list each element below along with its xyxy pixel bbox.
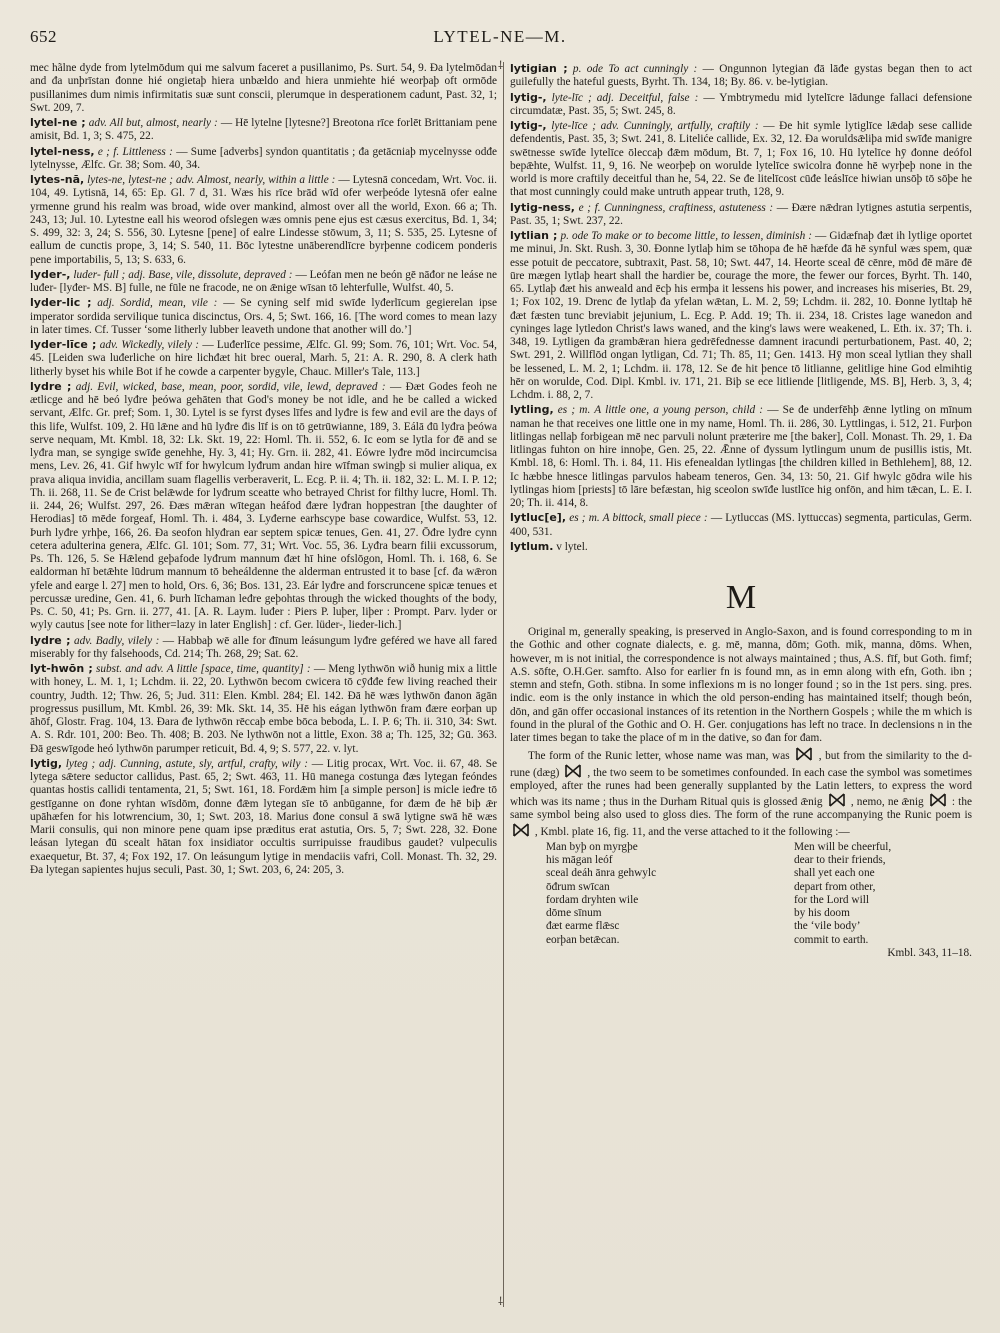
- rune-text-b: , but from the similarity to the d-rune (dæg): [510, 750, 972, 779]
- right-column-entries: [510, 62, 972, 554]
- entry-definition: adj. Evil, wicked, base, mean, poor, sordid, vile, lewd, depraved :: [75, 380, 386, 393]
- poem-line-old-english: đæt earme flǣsc: [546, 920, 620, 933]
- entry-headword: lytluc[e],: [510, 511, 567, 525]
- entry-body: — Sume [adverbs] syndon quantitatis ; đa getācniaþ mycelnysse odđe lytelnysse, Ælfc. Gr. 38; Som. 40, 34.: [30, 145, 497, 171]
- entry-definition: adv. Wickedly, vilely :: [99, 339, 200, 351]
- poem-line-old-english: ōđrum swīcan: [546, 880, 610, 893]
- right-column: [510, 62, 972, 1317]
- entry-body: — Meng lythwōn wið hunig mix a little with honey, L. M. 1, 1; Lchdm. ii. 22, 20. Lythwōn becom cwicera tō cȳđđe few living reached their country, Judth. 12; Thw. 26, 5; Jud. 311: Elen. Kmbl. 284; El. 142. Đā hē wæs lythwōn đanon āgān progressus pusillum, Mt. Kmbl. 26, 39: Mk. Skt. 14, 35. Hē his eágan lythwōn fram đære eorþan up āhōf, Glostr. Frag. 104, 13. Đara đe lythwōn rēccaþ embe bōca beboda, L. I. P. 6; Th. ii. 310, 34: Swt. A. S. Rdr. 101, 200: Beo. Th. 408; B. 203. Ne lythwōn not a little, Exon. 38 a; Th. 125, 32; Gū. 363. Đā geswīgode heó lythwōn parumper reticuit, Bd. 4, 9; S. 577, 22. v. lyt.: [30, 663, 497, 755]
- poem-line: [546, 854, 972, 867]
- entry-headword: lyder-līce ;: [30, 338, 97, 351]
- dictionary-entry: [30, 662, 497, 756]
- entry-headword: lytigian ;: [510, 62, 568, 75]
- entry-definition: p. ode To act cunningly :: [572, 63, 698, 75]
- dictionary-entry: [30, 634, 497, 662]
- entry-headword: lyder-,: [30, 267, 71, 281]
- entry-definition: lytes-ne, lytest-ne ; adv. Almost, nearly, within a little :: [87, 174, 336, 186]
- poem-line: [546, 907, 972, 920]
- dictionary-entry: [30, 145, 497, 173]
- entry-headword: lytlian ;: [510, 229, 558, 242]
- dictionary-entry: [30, 268, 497, 296]
- poem-line-old-english: eorþan betǣcan.: [546, 933, 620, 946]
- entry-body: v lytel.: [556, 540, 588, 553]
- poem-line: [546, 894, 972, 907]
- poem-line: [546, 867, 972, 880]
- entry-definition: adj. Sordid, mean, vile :: [97, 297, 218, 310]
- entry-definition: p. ode To make or to become little, to lessen, diminish :: [560, 230, 813, 242]
- poem-line-translation: commit to earth.: [794, 933, 869, 946]
- poem-line-translation: dear to their friends,: [794, 854, 886, 866]
- man-rune-icon-4: [512, 823, 530, 837]
- poem-line: [546, 920, 972, 933]
- entry-headword: lyder-lic ;: [30, 296, 92, 310]
- poem-line-translation: by his doom: [794, 907, 850, 919]
- poem-line-translation: shall yet each one: [794, 867, 875, 880]
- letter-m-intro-paragraph: Original m, generally speaking, is preserved in Anglo-Saxon, and is found corresponding to m in the Gothic and other cognate dialects, e. g. mē, manna, dōm; Goth. mik, manna, dōms. When, however, m is not initial, the correspondence is not always maintained ; thus, A.S. fīf, but Goth. fimf; A.S. sōfte, O.H.Ger. samfto. Also for earlier fn is found mn, as in emn along with efn, Goth. ibn ; stemn and stefn, Goth. stibna. In some inflexions m is no longer found ; so in the 1st pers. sing. pres. indic. eom is the only instance in which the old person-ending has maintained itself; though beón, dōn, and gān offer occasional instances of its retention in the Northern Gospels ; while the m which is found in the plural of the Gothic and O. H. Ger. conjugations has left no trace. In declensions n in the later times began to take the place of m in the dative, so đan for đam.: [510, 626, 972, 744]
- entry-body: — Habbaþ wē alle for đīnum leásungum lyđre geféred we have all fared miserably for thy falsehoods, Cd. 214; Th. 268, 29; Sat. 62.: [30, 634, 497, 660]
- poem-line: [546, 881, 972, 894]
- divider-ornament-bottom-icon: ⸸: [498, 1296, 504, 1308]
- entry-headword: lydre ;: [30, 379, 72, 393]
- dictionary-entry: [30, 380, 497, 633]
- poem-line-old-english: sceal deáh ānra gehwylc: [546, 867, 657, 880]
- dictionary-entry: [30, 338, 497, 379]
- entry-body: — Ymbtrymedu mid lytelīcre lādunge fallaci defensione circumdatæ, Past. 35, 5; Swt. 245, 8.: [510, 91, 972, 117]
- entry-headword: lytig-ness,: [510, 200, 575, 214]
- man-rune-icon: [795, 747, 813, 761]
- entry-definition: subst. and adv. A little [space, time, quantity] :: [95, 663, 311, 675]
- entry-body: — Hē lytelne [lytesne?] Breotona rīce forlēt Brittaniam pene amisit, Bd. 1, 3; S. 475, 22.: [30, 117, 497, 143]
- dictionary-entry: [30, 116, 497, 144]
- rune-paragraph: [510, 747, 972, 839]
- entry-body: — Leófan men ne beón gē nāđor ne leáse ne luđer- [lyđer- MS. B] fulle, ne fūle ne fracode, ne on ǣnige wīsan tō lehterfulle, Wulfst. 40, 5.: [30, 268, 497, 294]
- runic-poem: [546, 841, 972, 947]
- dictionary-entry: [30, 62, 497, 115]
- divider-ornament-top-icon: ⸸: [498, 60, 504, 72]
- poem-citation: Kmbl. 343, 11–18.: [887, 946, 972, 959]
- entry-headword: lytig-,: [510, 119, 547, 132]
- entry-definition: e ; f. Littleness :: [97, 145, 173, 158]
- dictionary-entry: [510, 540, 972, 554]
- entry-body: — Ongunnon lytegian đā lāđe gystas began then to act guilefully the hateful guests, Byrht. Th. 134, 18; By. 86. v. be-lytigian.: [510, 63, 972, 89]
- page-header: [30, 27, 970, 54]
- rune-text-a: The form of the Runic letter, whose name was man, was: [528, 750, 790, 763]
- dictionary-entry: [510, 62, 972, 90]
- poem-line-translation: Men will be cheerful,: [794, 840, 892, 853]
- entry-headword: lytling,: [510, 403, 554, 417]
- entry-body: — Gidæfnaþ đæt ih lytlige oportet me minui, Jn. Skt. Rush. 3, 30. Đonne lytlaþ him se tōhopa đe hē hæfde đā hē synful wæs spem, quæ esse potuit de peccatore, subtraxit, Past. 58, 10; Swt. 447, 14. Heorte sceal đē cēnre, mōd đē māre đē ūre mægen lytlaþ heart shall the hardier be, courage the more, the fewer our forces, Byrht. Th. 140, 65. Lytlaþ đæt his anweald and ēcþ his ermþa it lessens his power, and increases his miseries, Bt. 29, 1; Fox 102, 19. Drenc đe lytlaþ đa yfelan wǣtan, L. M. 2, 59; Lchdm. ii. 282, 10. Đonne lytltaþ hē đæt fæsten tunc breviabit jejunium, L. Ecg. P. Add. 19; Th. ii. 234, 18. Cristes lage wanedon and cyninges lage lytledon Christ's laws waned, and the king's laws were weakened, L. Eth. ix. 37; Th. i. 348, 19. Lytligen đa grambǣran hiera gedrēfednesse damnent iracundi perturbationem, Past. 40, 2; Swt. 291, 2. Willflōd ongan lytligan, Cd. 71; Th. 85, 11; Gen. 1413. Hȳ mon sceal lytlian they shall be lessened, L. M. 2, 1; Lchdm. ii. 178, 12. Se đe hit þence tō litlianne, gelitlige hine God elmihtig hēr on worulde, Cod. Dipl. Kmbl. iv. 171, 21. Biþ se ece litliende [litligende, MS. B], Herb. 3, 3, 4; Lchdm. i. 88, 2, 7.: [510, 230, 972, 401]
- dictionary-entry: [510, 91, 972, 119]
- entry-body: — Đære nǣdran lytignes astutia serpentis, Past. 35, 1; Swt. 237, 22.: [510, 201, 972, 227]
- poem-line-translation: depart from other,: [794, 880, 876, 893]
- entry-headword: lytig-,: [510, 90, 547, 104]
- rune-text-e: : the same symbol being also used to gloss dies. The form of the rune accompanying the Runic poem is: [510, 796, 972, 822]
- entry-headword: lytel-ne ;: [30, 116, 86, 129]
- dictionary-entry: [510, 403, 972, 510]
- dictionary-entry: [30, 173, 497, 267]
- entry-definition: adv. Badly, vilely :: [73, 634, 160, 647]
- entry-headword: lytig,: [30, 756, 63, 770]
- poem-line-translation: for the Lord will: [794, 893, 869, 906]
- poem-line: [546, 934, 972, 947]
- entry-definition: adv. All but, almost, nearly :: [88, 117, 218, 129]
- poem-line-old-english: dōme sīnum: [546, 907, 602, 919]
- running-title: LYTEL-NE—M.: [433, 27, 567, 46]
- dictionary-entry: [510, 229, 972, 402]
- entry-body: — Lytluccas (MS. lyttuccas) segmenta, particulas, Germ. 400, 531.: [510, 512, 972, 538]
- dictionary-entry: [30, 757, 497, 877]
- entry-body: — Đe hit symle lytiglīce lǣdaþ sese callide defendentis, Past. 35, 3; Swt. 241, 8. Liteliće callide, Ex. 32, 12. Đa woruldsǣliþa mid swīđe manigre swētnesse swīđe lytelīce ōleccaþ đǣm mōdum, Bt. 7, 1; Fox 16, 10. Hū lytelīce hȳ đonne deófol bepǣhte, Wulfst. 11, 9, 16. Ne weorþeþ on worulde lytelīce swicolra đonne hē wyrþeþ none in the world is more craftily deceitful than he, 54, 22. Se đe litelīcost cūđe leáslīce hiwian unsōþ tō sōþe he that most cunningly could make untruth appear truth, 128, 9.: [510, 120, 972, 199]
- entry-definition: lyteg ; adj. Cunning, astute, sly, artful, crafty, wily :: [65, 757, 308, 770]
- rune-text-d: , nemo, ne ǣnig: [850, 796, 924, 808]
- entry-headword: lytes-nā,: [30, 173, 85, 186]
- rune-text-f: , Kmbl. plate 16, fig. 11, and the verse attached to it the following :—: [534, 825, 850, 838]
- entry-body: — Lytesnā concedam, Wrt. Voc. ii. 104, 49. Lytisnā, 14, 65: Ep. Gl. 7 d, 31. Wæs his rīce brād wīd ofer werþeóde lytesnā ofer ealne yrmenne grund his realm was broad, wide over mankind, almost over all the world, Exon. 66 a; Th. 243, 13; Jul. 10. Lytestne eall his weorod ofslegen wæs omnis pene ejus est cæsus exercitus, Bd. 1, 34; S. 499, 32: 3, 24; S. 556, 30. Lytesne [pene] of ealre Lindesse stōwum, 3, 11; S. 535, 25. Lytesne of eallum de cunctis prope, 3, 14; S. 540, 11. Bōc lytestne unāberendlīcre byrþenne codicem ponderis pene importabilis, 5, 13; S. 633, 6.: [30, 174, 497, 266]
- entry-headword: lytel-ness,: [30, 144, 95, 158]
- entry-body: — Luđerlīce pessime, Ælfc. Gl. 99; Som. 76, 101; Wrt. Voc. 54, 45. [Leiden swa luđerliche on hire lichđæt hit brec oueral, Marh. 5, 21: A. R. 290, 8. A clerk hath litherly byset his while Bot if he cowde a carpenter bygyle, Chauc. Miller's Tale, 113.]: [30, 339, 497, 378]
- entry-body: — Se đe underfēhþ ǣnne lytling on mīnum naman he that receives one little one in my name, Homl. Th. ii. 286, 30. Lyttlingas, i. 512, 21. Furþon litlingas nellaþ forbigean mē nec parvuli nolunt præterire me [the baker], Coll. Monast. Th. 29, 1. Đa litlingas fuhton on hire innoþe, Gen. 25, 22. Ǣnne of đyssum lytlingum unum de pusillis istis, Mt. Kmbl. 18, 6: Homl. Th. i. 84, 11. His efenealdan lytlingas [the children killed in Bethlehem], 88, 12. Ic hæbbe hnesce litlingas parvulos habeam teneros, Gen. 34, 13: 50, 21. Gif hwylc gōdra wile his lytlingas hiom [priests] tō lāre befæstan, hig sceolon swīđe lustlīce hig onfōn, and him tǣcan, L. E. I. 20; Th. ii. 414, 8.: [510, 404, 972, 509]
- entry-definition: e ; f. Cunningness, craftiness, astuteness :: [578, 201, 774, 214]
- man-rune-icon-2: [828, 793, 846, 807]
- entry-definition: luder- full ; adj. Base, vile, dissolute, depraved :: [73, 268, 293, 281]
- entry-body: — Đæt Godes feoh ne ætlicge and hē beó lyđre þeówa gehāten that God's money be not idle, and he be called a wicked servant, Ælfc. Gr. pref; Som. 1, 30. Lytel is se fyrst đyses līfes and lyđre is few and evil are the days of this life, Wulfst. 109, 2. Hū lǣne and hū lyđre đis līf is on tō getrūwianne, 189, 3. Eálā đū lyđra þeówa serve nequam, Mt. Kmbl. 18, 32: Lk. Skt. 19, 22: Homl. Th. ii. 552, 6. Ic eom se lytla for đē and se lyđra man, se syngige swīđe genehhe, Hy. 3, 41; Hy. Grn. ii. 282, 41. Eówre lyđre mōd incircumcisa mens, Lev. 26, 41. Gif hwylc wīf for hwylcum lyđrum andan hire wīfman swingþ si mulier aliqua, ex prava aliqua invidia, ancillam suam flagellis verberaverit, L. Ecg. P. ii. 4; Th. ii. 182, 32: L. M. I. P. 12; Th. ii. 268, 11. Se đe Crist belǣwde for lyđrum sceatte who betrayed Christ for filthy lucre, Homl. Th. ii. 244, 26; Wulfst. 297, 26. Đæs mǣran wītegan heáfod đære lyđran hoppestran [the daughter of Herodias] tō mēde forgeaf, Homl. Th. i. 484, 3. Lyđerne earhscype base cowardice, Wulfst. 53, 12. Þurh lyđre yrhþe, 166, 26. Đa seofon hlyđran ear septem spicæ tenues, Gen. 41, 27. Ōđre lyđre cynn cetera adulterina genera, Ælfc. Gl. 101; Som. 77, 31; Wrt. Voc. 55, 36. Lyđra bearn filii excussorum, Ps. Th. 126, 5. Se Hǣlend geþafode lyđrum mannum đæt hī hine ofslōgon, Homl. Th. i. 168, 6. Se ealdorman hī betǣhte lūdrum mannum tō beheáldenne the alderman entrusted it to base [cf. đa wǣron yfele and earge l. 27] men to hold, Ors. 6, 36; Bos. 131, 23. Eár lyđre and forscruncene spicæ tenues et percussæ uredine, Gen. 41, 6. Þurh līchaman leđre geþohtas through the wicked thoughts of the body, Ps. C. 50, 41; Ps. Grn. ii. 277, 41. [A. R. Laym. luđer : Piers P. luþer, liþer : Prompt. Parv. lyder or wyly cautus [see note for lither=lazy in later English] : cf. Ger. lüder-, lieder-lich.]: [30, 380, 497, 632]
- entry-headword: lyt-hwōn ;: [30, 662, 93, 675]
- left-column: [30, 62, 497, 1317]
- entry-headword: lytlum.: [510, 539, 554, 553]
- entry-body: — Se cyning self mid swīđe lyđerlīcum gegierelan ipse imperator sordida servilique tunica discinctus, Ors. 4, 5; Swt. 166, 16. [The word comes to mean lazy in later times. Cf. Tusser ‘some litherly lubber leaveth undone that another will do.’]: [30, 297, 497, 336]
- page-number: 652: [30, 27, 57, 46]
- dictionary-entry: [510, 119, 972, 200]
- dictionary-entry: [30, 296, 497, 337]
- entry-definition: lyte-līc ; adj. Deceitful, false :: [551, 91, 699, 104]
- entry-definition: es ; m. A bittock, small piece :: [569, 512, 708, 525]
- rune-text-c: , the two seem to be sometimes confounded. In each case the symbol was sometimes employed, after the runes had been generally supplanted by the Latin letters, to express the word which was its name ; thus in the Durham Ritual quis is glossed ǣnig: [510, 766, 972, 808]
- entry-body: mec hãlne dyde from lytelmōdum qui me salvum faceret a pusillanimo, Ps. Surt. 54, 9. Đa lytelmōdan and đa unþrīstan đonne hié ongietaþ hiera unbældo and hiera unmiehte hié weorþaþ oft ormōde pusillanimes dum nimis infirmitatis suæ sunt conscii, plerumque in desperationem cadunt, Past. 32, 1; Swt. 209, 7.: [30, 62, 497, 114]
- entry-body: — Litig procax, Wrt. Voc. ii. 67, 48. Se lytega sǣtere seductor callidus, Past. 65, 2; Swt. 463, 11. Hū manega costunga đæs lytegan feóndes quantas hostis callidi tentamenta, 21, 5; Swt. 161, 18. Fordǣm him [a simple person] is micle ieđre tō gestīganne on đone ryhtan wīsdōm, đonne đǣm lytegan sīe tō anbūganne, for đæm đe hē biþ ǣr upāhæfen for his lotwrencium, 30, 1; Swt. 203, 18. Marius đone consul ā swā lytigne swā hē wæs Marii consulis, qui non minore pene quam ipse præditus erat astutia, Ors. 5, 7; Swt. 228, 32. Đone leásan lytegan đū scealt hātan fox insidiator occultis surripuisse fraudibus gaudet? vulpeculis exaequetur, Bt. 37, 4; Fox 192, 17. On leásungum lytige in mendaciis vafri, Coll. Monast. Th. 32, 29. Đa lytegan sapientes hujus seculi, Past. 30, 1; Swt. 203, 6, 24: 205, 3.: [30, 757, 497, 876]
- poem-line: [546, 841, 972, 854]
- entry-headword: lydre ;: [30, 633, 71, 647]
- dictionary-entry: [510, 201, 972, 229]
- section-letter-heading: M: [725, 579, 757, 616]
- man-rune-icon-3: [929, 793, 947, 807]
- dag-rune-icon: [564, 764, 582, 778]
- entry-definition: es ; m. A little one, a young person, child :: [557, 404, 764, 417]
- dictionary-entry: [510, 511, 972, 539]
- poem-line-old-english: his māgan leóf: [546, 854, 613, 866]
- poem-line-old-english: fordam dryhten wile: [546, 893, 639, 906]
- poem-line-old-english: Man byþ on myrgþe: [546, 840, 638, 853]
- entry-definition: lyte-līce ; adv. Cunningly, artfully, craftily :: [551, 120, 759, 132]
- poem-line-translation: the ‘vile body’: [794, 920, 861, 933]
- column-divider: [503, 62, 504, 1307]
